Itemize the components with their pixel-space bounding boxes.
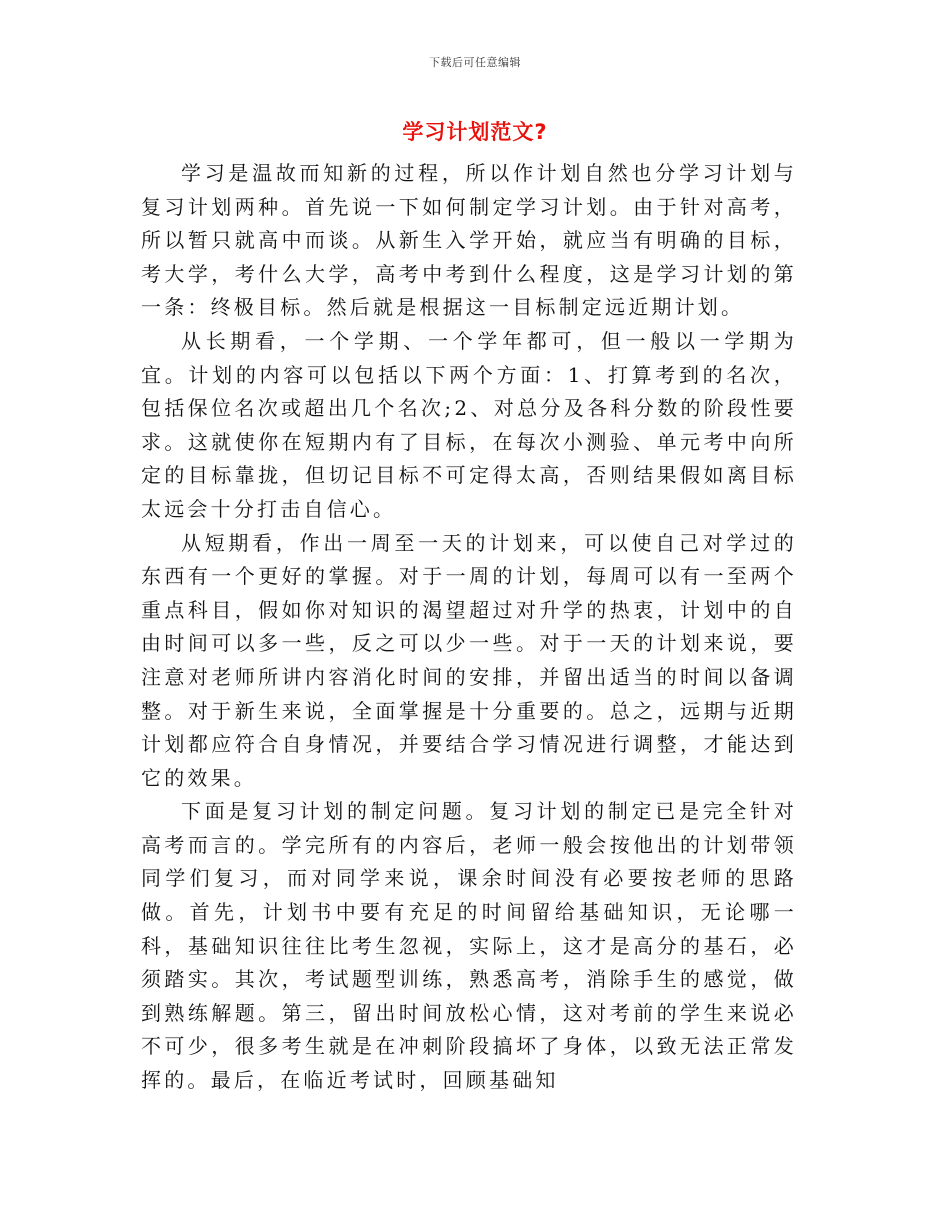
header-note: 下载后可任意编辑 xyxy=(429,56,521,69)
paragraph-1: 学习是温故而知新的过程，所以作计划自然也分学习计划与复习计划两种。首先说一下如何制定学习计划。由于针对高考，所以暂只就高中而谈。从新生入学开始，就应当有明确的目标，考大学，考什么大学，高考中考到什么程度，这是学习计划的第一条：终极目标。然后就是根据这一目标制定远近期计划。 xyxy=(141,161,797,320)
paragraph-4: 下面是复习计划的制定问题。复习计划的制定已是完全针对高考而言的。学完所有的内容后，老师一般会按他出的计划带领同学们复习，而对同学来说，课余时间没有必要按老师的思路做。首先，计划书中要有充足的时间留给基础知识，无论哪一科，基础知识往往比考生忽视，实际上，这才是高分的基石，必须踏实。其次，考试题型训练，熟悉高考，消除手生的感觉，做到熟练解题。第三，留出时间放松心情，这对考前的学生来说必不可少，很多考生就是在冲刺阶段搞坏了身体，以致无法正常发挥的。最后，在临近考试时，回顾基础知 xyxy=(141,799,797,1093)
paragraph-2: 从长期看，一个学期、一个学年都可，但一般以一学期为宜。计划的内容可以包括以下两个方面：1、打算考到的名次，包括保位名次或超出几个名次;2、对总分及各科分数的阶段性要求。这就使你在短期内有了目标，在每次小测验、单元考中向所定的目标靠拢，但切记目标不可定得太高，否则结果假如离目标太远会十分打击自信心。 xyxy=(141,328,797,521)
paragraph-3: 从短期看，作出一周至一天的计划来，可以使自己对学过的东西有一个更好的掌握。对于一周的计划，每周可以有一至两个重点科目，假如你对知识的渴望超过对升学的热衷，计划中的自由时间可以多一些，反之可以少一些。对于一天的计划来说，要注意对老师所讲内容消化时间的安排，并留出适当的时间以备调整。对于新生来说，全面掌握是十分重要的。总之，远期与近期计划都应符合自身情况，并要结合学习情况进行调整，才能达到它的效果。 xyxy=(141,530,797,790)
document-body xyxy=(141,157,797,1098)
document-title: 学习计划范文? xyxy=(402,120,548,144)
